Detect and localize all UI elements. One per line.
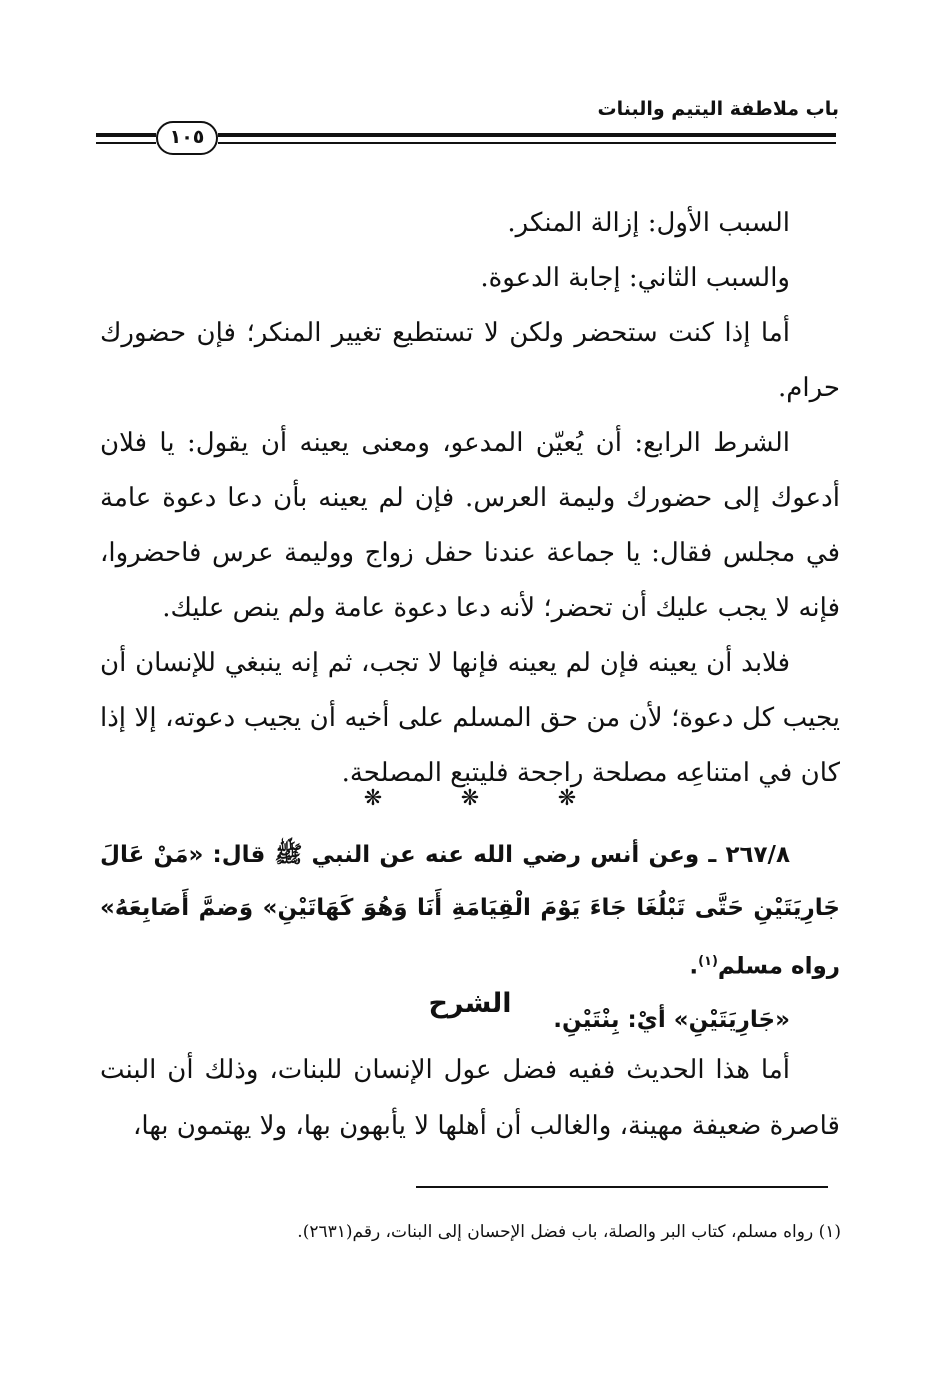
paragraph-first-reason: السبب الأول: إزالة المنكر.: [507, 208, 790, 238]
explanation-paragraph: أما هذا الحديث ففيه فضل عول الإنسان للبنات، وذلك أن البنت قاصرة ضعيفة مهينة، والغالب أن أهلها لا يأبهون بها، ولا يهتمون بها،: [100, 1055, 840, 1141]
section-separator: [100, 786, 840, 811]
hadith-gloss: «جَارِيَتَيْنِ» أيْ: بِنْتَيْنِ.: [553, 1006, 790, 1033]
section-title: الشرح: [428, 988, 512, 1019]
footnote: [297, 1222, 841, 1242]
hadith-body: ٢٦٧/٨ ـ وعن أنس رضي الله عنه عن النبي ﷺ قال: «مَنْ عَالَ جَارِيَتَيْنِ حَتَّى تَبْلُغَا جَاءَ يَوْمَ الْقِيَامَةِ أَنَا وَهُوَ كَهَاتَيْنِ» وَضمَّ أَصَابِعَهُ» رواه مسلم: [100, 842, 840, 980]
page-number-badge: ١٠٥: [156, 121, 218, 155]
paragraph-second-reason: والسبب الثاني: إجابة الدعوة.: [480, 263, 790, 293]
header-rule-left: [96, 133, 156, 144]
body-text: [100, 196, 840, 801]
paragraph-fourth-condition: الشرط الرابع: أن يُعيّن المدعو، ومعنى يعينه أن يقول: يا فلان أدعوك إلى حضورك وليمة العرس. فإن لم يعينه بأن دعا دعوة عامة في مجلس فقال: يا جماعة عندنا حفل زواج ووليمة عرس فاحضروا، فإنه لا يجب عليك أن تحضر؛ لأنه دعا دعوة عامة ولم ينص عليك.: [100, 428, 840, 623]
header-rule-right: [218, 133, 836, 144]
explanation-text: [100, 1042, 840, 1154]
running-header-title: باب ملاطفة اليتيم والبنات: [597, 98, 839, 120]
paragraph-attendance-ruling: أما إذا كنت ستحضر ولكن لا تستطيع تغيير المنكر؛ فإن حضورك حرام.: [100, 318, 840, 403]
footnote-text: رواه مسلم، كتاب البر والصلة، باب فضل الإحسان إلى البنات، رقم(٢٦٣١).: [297, 1222, 814, 1242]
footnote-number: (١): [818, 1222, 841, 1242]
separator-star-icon: ❋: [557, 786, 577, 811]
hadith-end: .: [689, 953, 699, 980]
footnote-divider: [416, 1186, 828, 1188]
paragraph-answering-invitation: فلابد أن يعينه فإن لم يعينه فإنها لا تجب، ثم إنه ينبغي للإنسان أن يجيب كل دعوة؛ لأن من حق المسلم على أخيه أن يجيب دعوته، إلا إذا كان في امتناعِه مصلحة راجحة فليتبع المصلحة.: [100, 648, 840, 788]
separator-star-icon: ❋: [363, 786, 383, 811]
hadith-text: [100, 829, 840, 994]
footnote-reference: (١): [698, 954, 718, 969]
separator-star-icon: ❋: [460, 786, 480, 811]
